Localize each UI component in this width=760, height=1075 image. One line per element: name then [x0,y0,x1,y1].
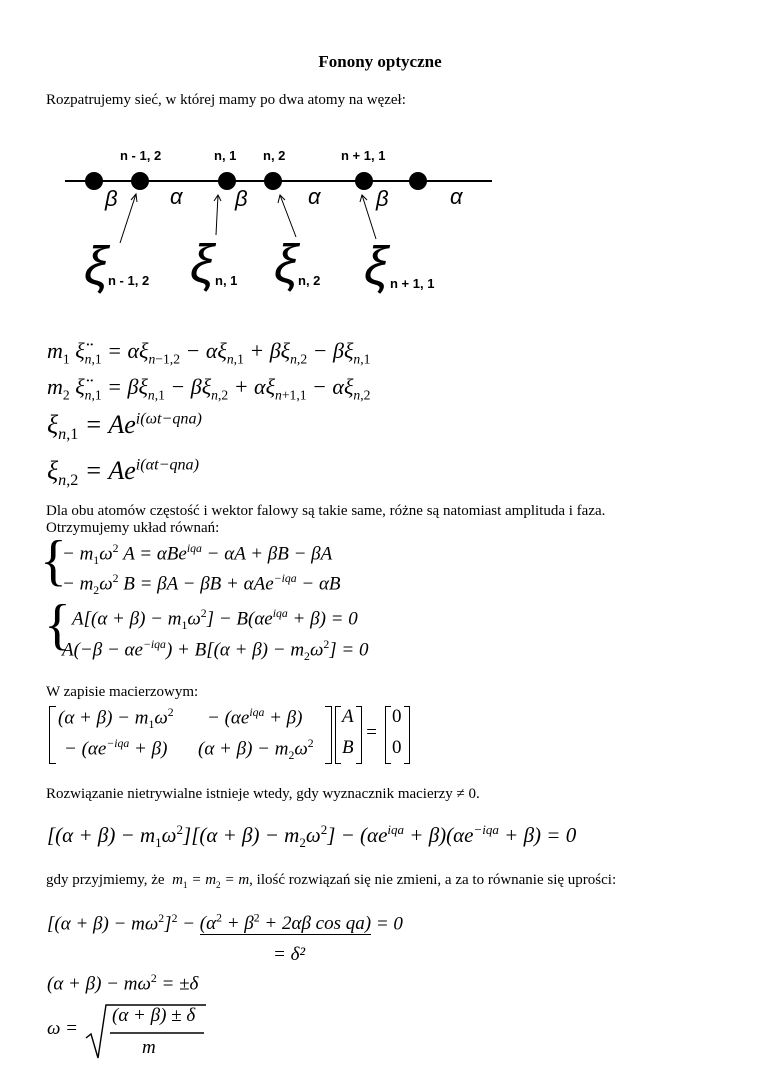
xi-label: n - 1, 2 [108,273,150,288]
eq-motion-2: $m_2$ $\xï_{n,1} = \beta\xi_{n,1} - \beta\xi_{n,2} + \alpha\xi_{n+1,1} - \alpha\xi_{n,2}$ [47,374,371,403]
eq-solution-2: $\xi_{n,2} = Ae^{i(\alpha t-qna)}$ [47,456,199,490]
eq-motion-1: $m_1$ $\xï_{n,1} = \alpha\xi_{n-1,2} - \alpha\xi_{n,1} + \beta\xi_{n,2} - \beta\xi_{n,1}$ [47,338,371,367]
atom [264,172,282,190]
zero-1: 0 [392,706,402,727]
xi-symbol: ξ [84,236,109,296]
system1-eq1: − $m_1\omega^2$ A = αBe$^{iqa}$ − αA + βB − βA [62,542,333,568]
eq-plusminus: $(\alpha + \beta) - m\omega^2 = \pm\delta$ [47,972,199,995]
vector-b: B [342,737,354,758]
intro-text: Rozpatrujemy sieć, w której mamy po dwa atomy na węzeł: [46,92,406,108]
matrix-r1c2: − $(\alpha e^{iqa} + \beta)$ [207,706,303,729]
bond-label: α [308,184,321,209]
zero-2: 0 [392,737,402,758]
brace-left-2: { [44,594,71,656]
xi-label: n + 1, 1 [390,276,435,291]
page-title: Fonony optyczne [318,52,442,71]
node-label: n, 2 [263,148,286,163]
bond-label: β [376,186,389,211]
matrix-bracket-right [325,706,332,764]
eq-solution-1: $\xi_{n,1} = Ae^{i(\omega t-qna)}$ [47,410,202,444]
system2-eq1: $A[(\alpha + \beta) - m_1\omega^2] - B(\alpha e^{iqa} + \beta) = 0$ [72,607,358,633]
matrix-bracket-left [49,706,56,764]
matrix-r2c1: − $(\alpha e^{-iqa} + \beta)$ [64,737,168,760]
atom [131,172,149,190]
xi-label: n, 1 [215,273,238,288]
vector-bracket-left [335,706,341,764]
omega-numerator: (α + β) ± δ [112,1005,196,1026]
matrix-r1c1: $(\alpha + \beta) - m_1\omega^2$ [58,706,174,732]
text-same-frequency: Dla obu atomów częstość i wektor falowy są takie same, różne są natomiast amplituda i faza. [46,503,606,519]
omega-denominator: m [142,1037,156,1058]
zero-bracket-right [404,706,410,764]
bond-label: α [170,184,183,209]
vector-a: A [342,706,354,727]
atom [409,172,427,190]
eq-determinant: $[(\alpha + \beta) - m_1\omega^2][(\alpha + \beta) - m_2\omega^2] - (\alpha e^{iqa} + \beta)(\alpha e^{-iqa} + \beta) = 0$ [47,822,577,851]
xi-symbol: ξ [274,234,299,294]
bond-label: α [450,184,463,209]
assume-formula: $m_1 = m_2 = m$ [168,872,250,891]
matrix-r2c2: $(\alpha + \beta) - m_2\omega^2$ [198,737,314,763]
text-matrix: W zapisie macierzowym: [46,684,199,700]
xi-symbol: ξ [364,236,389,296]
atom [85,172,103,190]
bond-label: β [235,186,248,211]
lattice-diagram [60,140,500,300]
text-system: Otrzymujemy układ równań: [46,520,220,536]
node-label: n + 1, 1 [341,148,386,163]
equals-sign: = [365,722,378,743]
text-assume [46,872,616,891]
text-solution: Rozwiązanie nietrywialne istnieje wtedy, gdy wyznacznik macierzy ≠ 0. [46,786,480,802]
zero-bracket-left [385,706,391,764]
system1-eq2: − $m_2\omega^2$ B = βA − βB + αAe$^{-iqa}$ − αB [62,572,341,598]
node-label: n, 1 [214,148,237,163]
xi-symbol: ξ [190,234,215,294]
text-assume-part1: gdy przyjmiemy, że [46,872,165,888]
eq-simplified: $[(\alpha + \beta) - m\omega^2]^2 - (\alpha^2 + \beta^2 + 2\alpha\beta$ cos qa) = 0 [47,912,403,935]
bond-label: β [105,186,118,211]
atom [218,172,236,190]
node-label: n - 1, 2 [120,148,162,163]
system2-eq2: $A(-\beta - \alpha e^{-iqa}) + B[(\alpha + \beta) - m_2\omega^2] = 0$ [62,638,369,664]
text-assume-part2: , ilość rozwiązań się nie zmieni, a za to równanie się uprości: [249,872,617,888]
xi-label: n, 2 [298,273,321,288]
atom [355,172,373,190]
brace-left-1: { [40,530,67,592]
vector-bracket-right [356,706,362,764]
eq-omega: ω = [47,1018,78,1039]
delta-squared: = δ² [273,944,306,965]
